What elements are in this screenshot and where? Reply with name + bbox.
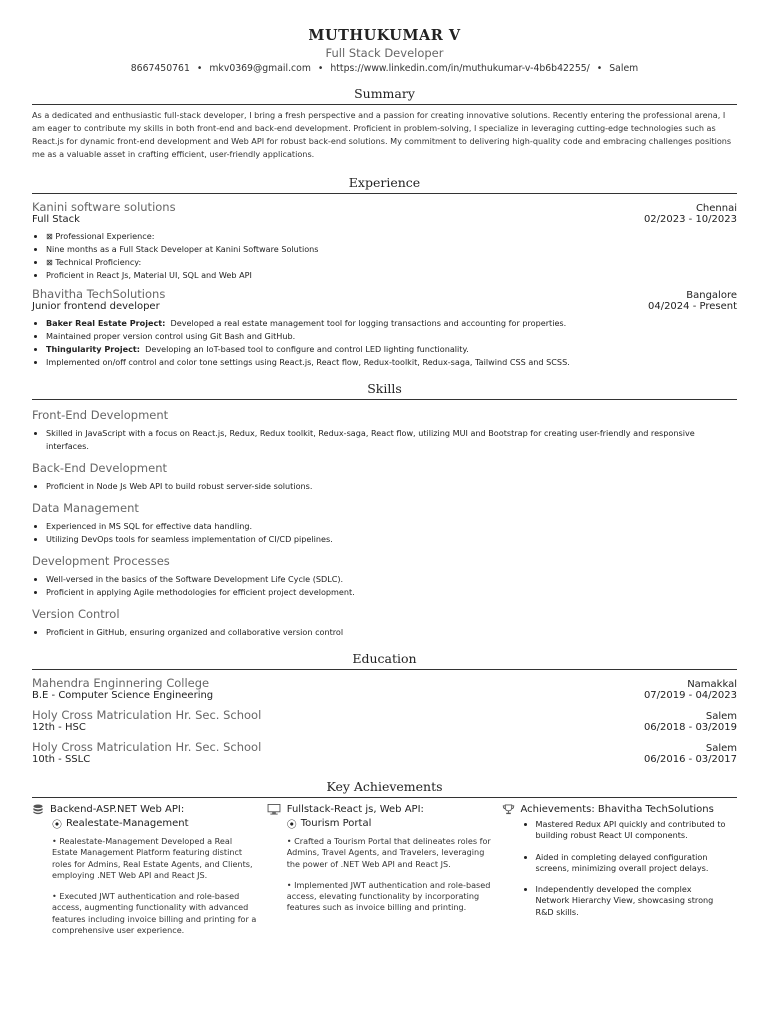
phone-number: 8667450761 <box>130 63 190 74</box>
education-entry <box>32 676 737 701</box>
list-item: • Well-versed in the basics of the Software Development Life Cycle (SDLC). <box>46 573 737 586</box>
achievement-text: • Realestate-Management Developed a Real Estate Management Platform featuring distinct roles for Admins, Real Estate Agents, and Clients, employing .NET Web API and React JS. <box>52 836 253 880</box>
list-item: • Implemented on/off control and color tone settings using React.js, React flow, Redux-toolkit, Redux-saga, Tailwind CSS and SCSS. <box>46 356 737 369</box>
achievement-text: • Executed JWT authentication and role-based access, augmenting functionality with advanced features including invoice billing and printing for a comprehensive user experience. <box>52 891 257 936</box>
list-item: • Proficient in applying Agile methodologies for efficient project development. <box>46 586 737 599</box>
education-dates: 06/2018 - 03/2019 <box>643 722 737 733</box>
school-location: Namakkal <box>687 679 737 690</box>
job-entry <box>32 200 737 282</box>
list-item: • ⊠ Professional Experience: <box>46 230 737 243</box>
degree: B.E - Computer Science Engineering <box>32 690 214 701</box>
job-location: Chennai <box>695 203 737 214</box>
list-item: • ⊠ Technical Proficiency: <box>46 256 737 269</box>
skill-group <box>32 554 737 599</box>
skill-group-title: Front-End Development <box>32 408 169 422</box>
job-company: Bhavitha TechSolutions <box>32 287 166 301</box>
list-item: • Maintained proper version control using Git Bash and GitHub. <box>46 330 737 343</box>
candidate-name: MUTHUKUMAR V <box>308 27 461 44</box>
candidate-role: Full Stack Developer <box>325 46 444 60</box>
experience-heading: Experience <box>32 175 737 194</box>
job-position: Full Stack <box>32 214 80 225</box>
achievement-subtitle: Tourism Portal <box>300 818 372 829</box>
job-bullets <box>32 317 737 369</box>
achievement-title: Fullstack-React js, Web API: <box>286 804 424 815</box>
job-dates: 04/2024 - Present <box>647 301 737 312</box>
school-name: Holy Cross Matriculation Hr. Sec. School <box>32 708 262 722</box>
email-link[interactable]: mkv0369@gmail.com <box>209 63 311 74</box>
achievements-columns <box>32 804 737 936</box>
school-name: Holy Cross Matriculation Hr. Sec. School <box>32 740 262 754</box>
degree: 12th - HSC <box>32 722 86 733</box>
skill-group <box>32 607 737 639</box>
summary-heading: Summary <box>32 86 737 105</box>
education-entry <box>32 740 737 765</box>
skill-group-title: Development Processes <box>32 554 170 568</box>
skills-heading: Skills <box>32 381 737 400</box>
education-heading: Education <box>32 651 737 670</box>
school-location: Salem <box>705 711 737 722</box>
education-entry <box>32 708 737 733</box>
list-item: • Baker Real Estate Project: Developed a real estate management tool for logging transactions and accounting for properties. <box>46 317 737 330</box>
target-icon: ⦿ <box>286 820 297 831</box>
achievement-list <box>502 819 727 918</box>
summary-text: As a dedicated and enthusiastic full-stack developer, I bring a fresh perspective and a passion for creating innovative solutions. Recently entering the professional arena, I am eager to contribute my skills in both front-end and back-end development. Proficient in problem-solving, I specialize in leveraging cutting-edge technologies such as React.js for dynamic front-end development and Web API for robust back-end solutions. My commitment to delivering high-quality code and embracing challenges positions me as a valuable asset in crafting efficient, user-friendly applications. <box>32 110 732 159</box>
achievement-title: Backend-ASP.NET Web API: <box>50 804 185 815</box>
achievement-column <box>32 804 267 936</box>
degree: 10th - SSLC <box>32 754 91 765</box>
contact-line: 8667450761 • mkv0369@gmail.com • https://www.linkedin.com/in/muthukumar-v-4b6b42255/ • Salem <box>130 63 639 74</box>
job-dates: 02/2023 - 10/2023 <box>643 214 737 225</box>
achievement-text: • Implemented JWT authentication and role-based access, elevating functionality by incorporating features such as invoice billing and printing. <box>286 879 491 913</box>
target-icon: ⦿ <box>52 820 62 831</box>
skill-group-title: Back-End Development <box>32 461 167 475</box>
list-item: • Utilizing DevOps tools for seamless implementation of CI/CD pipelines. <box>46 533 737 546</box>
list-item: • Experienced in MS SQL for effective data handling. <box>46 520 737 533</box>
trophy-icon <box>502 804 515 815</box>
job-entry <box>32 287 737 369</box>
job-position: Junior frontend developer <box>32 301 160 312</box>
list-item: • Thingularity Project: Developing an IoT-based tool to configure and control LED lighting functionality. <box>46 343 737 356</box>
monitor-icon <box>267 804 281 815</box>
skill-group <box>32 461 737 493</box>
list-item: • Proficient in Node Js Web API to build robust server-side solutions. <box>46 480 737 493</box>
database-icon <box>32 804 44 815</box>
education-dates: 07/2019 - 04/2023 <box>643 690 737 701</box>
job-company: Kanini software solutions <box>32 200 176 214</box>
job-location: Bangalore <box>686 290 737 301</box>
list-item: • Mastered Redux API quickly and contributed to building robust React UI components. <box>536 819 727 842</box>
list-item: • Independently developed the complex Network Hierarchy View, showcasing strong R&D skills. <box>536 884 727 918</box>
list-item: • Proficient in GitHub, ensuring organized and collaborative version control <box>46 626 737 639</box>
achievement-title: Achievements: Bhavitha TechSolutions <box>520 804 714 815</box>
education-dates: 06/2016 - 03/2017 <box>643 754 737 765</box>
job-bullets <box>32 230 737 282</box>
skill-group-title: Version Control <box>32 607 120 621</box>
achievement-column <box>502 804 737 936</box>
skill-group-title: Data Management <box>32 501 139 515</box>
achievement-text: • Crafted a Tourism Portal that delineates roles for Admins, Travel Agents, and Travelers, leveraging the power of .NET Web API and React JS. <box>286 836 491 869</box>
achievement-column <box>267 804 502 936</box>
list-item: • Nine months as a Full Stack Developer at Kanini Software Solutions <box>46 243 737 256</box>
achievements-heading: Key Achievements <box>32 779 737 798</box>
linkedin-link[interactable]: https://www.linkedin.com/in/muthukumar-v-4b6b42255/ <box>330 63 590 74</box>
list-item: • Proficient in React Js, Material UI, SQL and Web API <box>46 269 737 282</box>
skill-group <box>32 501 737 546</box>
skill-group <box>32 408 737 453</box>
city: Salem <box>609 63 639 74</box>
list-item: • Aided in completing delayed configuration screens, minimizing overall project delays. <box>536 852 727 875</box>
resume-page <box>32 0 737 936</box>
school-location: Salem <box>705 743 737 754</box>
achievement-subtitle: Realestate-Management <box>66 818 189 829</box>
school-name: Mahendra Enginnering College <box>32 676 210 690</box>
list-item: • Skilled in JavaScript with a focus on React.js, Redux, Redux toolkit, Redux-saga, React flow, utilizing MUI and Bootstrap for creating user-friendly and responsive interfaces. <box>46 427 737 453</box>
